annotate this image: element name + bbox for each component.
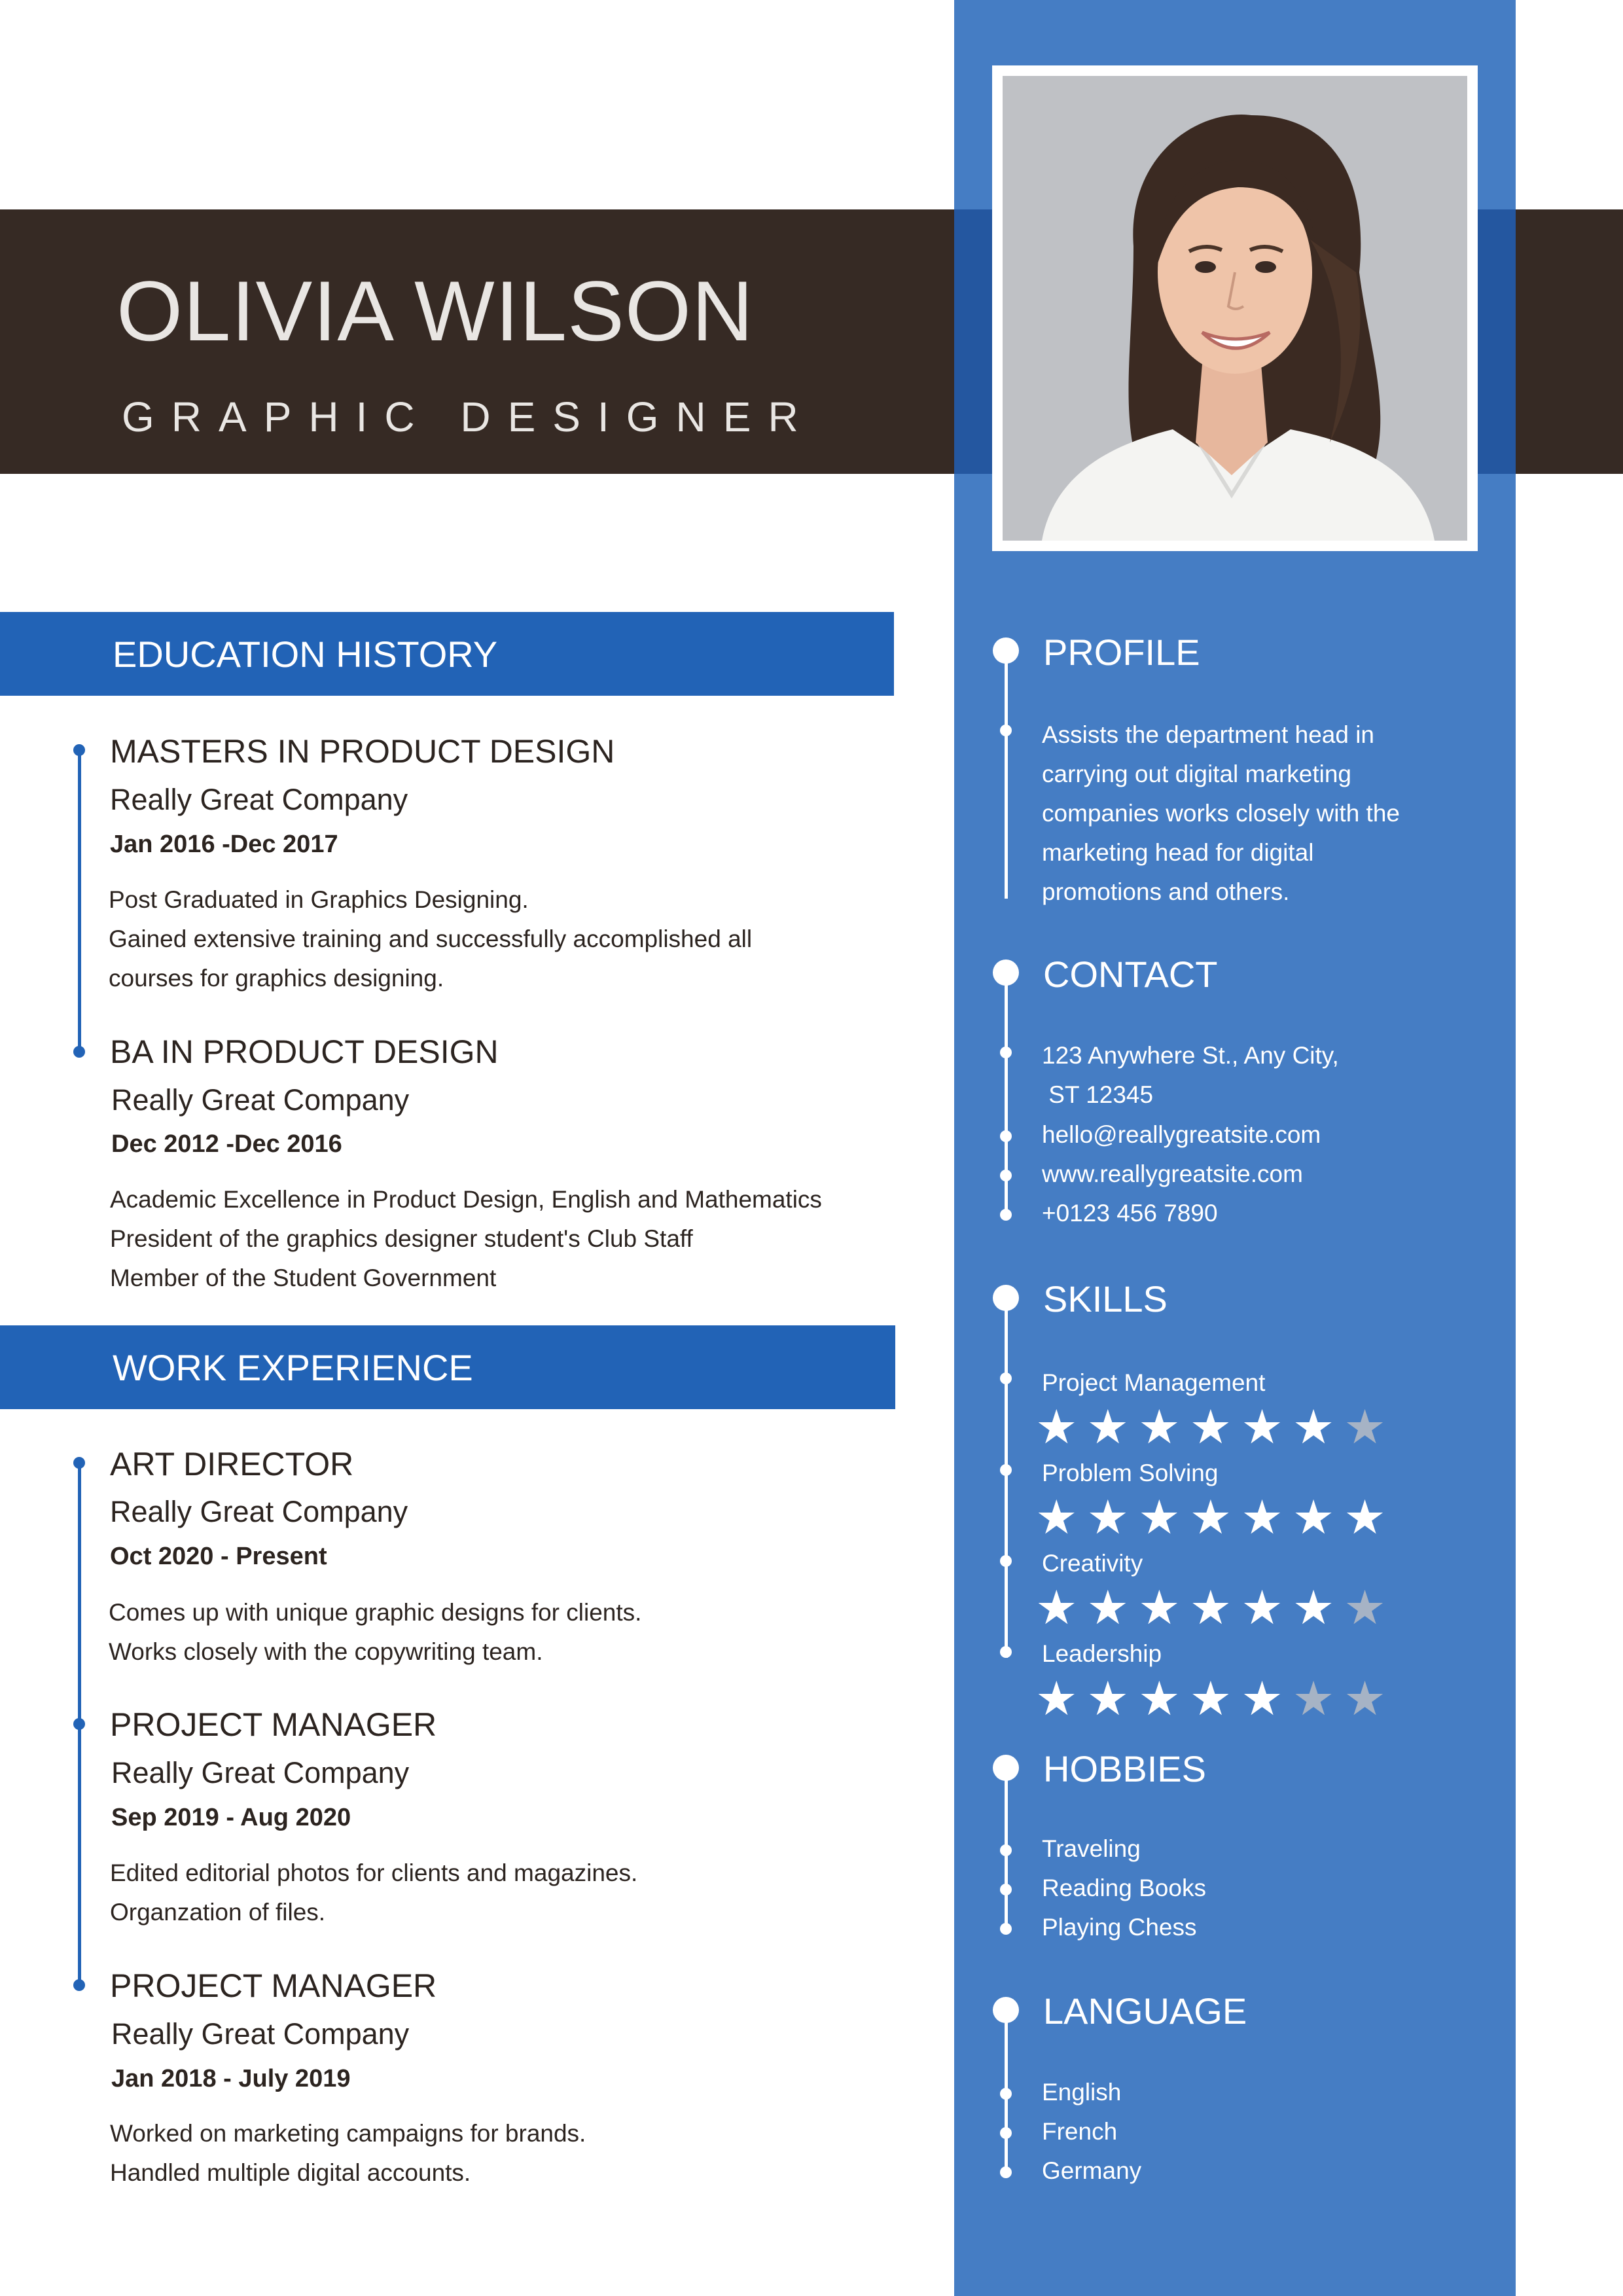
star-filled-icon: ★ bbox=[1035, 1401, 1087, 1454]
education-dates: Jan 2016 -Dec 2017 bbox=[110, 831, 338, 858]
candidate-title: GRAPHIC DESIGNER bbox=[122, 393, 815, 440]
work-heading: WORK EXPERIENCE bbox=[113, 1347, 473, 1388]
star-filled-icon: ★ bbox=[1189, 1492, 1241, 1544]
work-description-line: Comes up with unique graphic designs for clients. bbox=[109, 1599, 642, 1626]
language-item: English bbox=[1042, 2079, 1122, 2106]
star-filled-icon: ★ bbox=[1292, 1492, 1344, 1544]
language-item: French bbox=[1042, 2118, 1118, 2145]
language-bullet bbox=[1000, 2088, 1012, 2100]
education-section-header bbox=[0, 612, 894, 696]
skill-rating bbox=[1035, 1492, 1395, 1544]
work-dates: Oct 2020 - Present bbox=[110, 1543, 327, 1570]
contact-heading: CONTACT bbox=[1043, 954, 1218, 995]
profile-line: Assists the department head in bbox=[1042, 721, 1375, 748]
star-filled-icon: ★ bbox=[1241, 1582, 1293, 1634]
contact-website[interactable]: www.reallygreatsite.com bbox=[1042, 1160, 1303, 1187]
website-bullet bbox=[1000, 1170, 1012, 1181]
star-filled-icon: ★ bbox=[1189, 1673, 1241, 1725]
skill-rating bbox=[1035, 1582, 1395, 1634]
profile-timeline-line bbox=[1005, 661, 1008, 899]
contact-phone: +0123 456 7890 bbox=[1042, 1200, 1218, 1227]
star-empty-icon: ★ bbox=[1344, 1582, 1395, 1634]
star-filled-icon: ★ bbox=[1189, 1582, 1241, 1634]
profile-heading: PROFILE bbox=[1043, 632, 1200, 673]
phone-bullet bbox=[1000, 1209, 1012, 1221]
work-description-line: Works closely with the copywriting team. bbox=[109, 1638, 543, 1665]
work-company: Really Great Company bbox=[111, 1756, 410, 1789]
work-description-line: Organzation of files. bbox=[110, 1899, 326, 1926]
address-bullet bbox=[1000, 1047, 1012, 1058]
work-description bbox=[110, 2114, 586, 2193]
work-role: PROJECT MANAGER bbox=[110, 1967, 437, 2004]
contact-email[interactable]: hello@reallygreatsite.com bbox=[1042, 1121, 1321, 1148]
education-degree: BA IN PRODUCT DESIGN bbox=[110, 1033, 499, 1070]
profile-photo bbox=[1003, 76, 1467, 541]
skill-bullet bbox=[1000, 1555, 1012, 1567]
profile-description bbox=[1042, 715, 1400, 912]
education-description-line: Post Graduated in Graphics Designing. bbox=[109, 886, 529, 913]
skill-bullet bbox=[1000, 1646, 1012, 1658]
star-filled-icon: ★ bbox=[1086, 1492, 1139, 1544]
hobby-bullet bbox=[1000, 1884, 1012, 1895]
skills-timeline-line bbox=[1005, 1308, 1008, 1658]
star-empty-icon: ★ bbox=[1344, 1673, 1395, 1725]
education-timeline-dot bbox=[73, 1046, 85, 1058]
contact-address-line2: ST 12345 bbox=[1042, 1081, 1154, 1108]
skill-name: Problem Solving bbox=[1042, 1460, 1219, 1486]
star-filled-icon: ★ bbox=[1189, 1401, 1241, 1454]
education-description bbox=[109, 880, 752, 998]
star-empty-icon: ★ bbox=[1344, 1401, 1395, 1454]
profile-line: companies works closely with the bbox=[1042, 800, 1400, 827]
work-section-header bbox=[0, 1325, 895, 1409]
work-timeline-dot bbox=[73, 1718, 85, 1730]
work-description-line: Worked on marketing campaigns for brands. bbox=[110, 2120, 586, 2147]
star-filled-icon: ★ bbox=[1138, 1401, 1190, 1454]
skills-heading: SKILLS bbox=[1043, 1278, 1168, 1319]
language-bullet bbox=[1000, 2127, 1012, 2139]
hobbies-heading: HOBBIES bbox=[1043, 1748, 1206, 1789]
star-filled-icon: ★ bbox=[1086, 1401, 1139, 1454]
education-timeline-line bbox=[78, 749, 81, 1052]
skills-section-dot bbox=[993, 1285, 1019, 1311]
education-timeline-dot bbox=[73, 744, 85, 756]
education-company: Really Great Company bbox=[111, 1083, 410, 1117]
skill-bullet bbox=[1000, 1372, 1012, 1384]
work-description bbox=[109, 1593, 641, 1672]
education-description-line: Academic Excellence in Product Design, English and Mathematics bbox=[110, 1186, 822, 1213]
work-description bbox=[110, 1854, 637, 1932]
profile-section-dot bbox=[993, 637, 1019, 664]
star-filled-icon: ★ bbox=[1138, 1492, 1190, 1544]
education-dates: Dec 2012 -Dec 2016 bbox=[111, 1130, 342, 1158]
star-filled-icon: ★ bbox=[1241, 1492, 1293, 1544]
star-filled-icon: ★ bbox=[1292, 1401, 1344, 1454]
education-description-line: Gained extensive training and successfully accomplished all bbox=[109, 925, 753, 952]
portrait-illustration bbox=[1003, 76, 1467, 541]
star-filled-icon: ★ bbox=[1241, 1673, 1293, 1725]
skill-rating bbox=[1035, 1401, 1395, 1454]
work-dates: Jan 2018 - July 2019 bbox=[111, 2065, 351, 2092]
star-filled-icon: ★ bbox=[1035, 1673, 1087, 1725]
skill-bullet bbox=[1000, 1464, 1012, 1476]
work-role: ART DIRECTOR bbox=[110, 1446, 354, 1482]
skill-name: Leadership bbox=[1042, 1640, 1162, 1667]
education-description-line: courses for graphics designing. bbox=[109, 965, 444, 992]
profile-line: marketing head for digital bbox=[1042, 839, 1314, 866]
hobby-bullet bbox=[1000, 1844, 1012, 1856]
education-description-line: President of the graphics designer student's Club Staff bbox=[110, 1225, 693, 1252]
star-filled-icon: ★ bbox=[1035, 1492, 1087, 1544]
skill-rating bbox=[1035, 1673, 1395, 1725]
candidate-name: OLIVIA WILSON bbox=[116, 263, 754, 359]
profile-line: promotions and others. bbox=[1042, 878, 1290, 905]
work-timeline-dot bbox=[73, 1979, 85, 1991]
education-degree: MASTERS IN PRODUCT DESIGN bbox=[110, 733, 615, 770]
work-role: PROJECT MANAGER bbox=[110, 1706, 437, 1743]
work-description-line: Edited editorial photos for clients and magazines. bbox=[110, 1859, 638, 1886]
profile-line: carrying out digital marketing bbox=[1042, 761, 1351, 787]
hobby-item: Traveling bbox=[1042, 1835, 1141, 1862]
star-empty-icon: ★ bbox=[1292, 1673, 1344, 1725]
work-dates: Sep 2019 - Aug 2020 bbox=[111, 1804, 351, 1831]
profile-timeline-dot bbox=[1000, 725, 1012, 736]
work-company: Really Great Company bbox=[111, 2017, 410, 2051]
education-description-line: Member of the Student Government bbox=[110, 1265, 497, 1291]
star-filled-icon: ★ bbox=[1086, 1582, 1139, 1634]
star-filled-icon: ★ bbox=[1344, 1492, 1395, 1544]
hobby-bullet bbox=[1000, 1923, 1012, 1935]
work-company: Really Great Company bbox=[110, 1495, 408, 1528]
skill-name: Project Management bbox=[1042, 1369, 1266, 1396]
skill-name: Creativity bbox=[1042, 1550, 1143, 1577]
star-filled-icon: ★ bbox=[1241, 1401, 1293, 1454]
contact-address-line1: 123 Anywhere St., Any City, bbox=[1042, 1042, 1339, 1069]
star-filled-icon: ★ bbox=[1138, 1673, 1190, 1725]
star-filled-icon: ★ bbox=[1035, 1582, 1087, 1634]
email-bullet bbox=[1000, 1130, 1012, 1142]
education-description bbox=[110, 1180, 822, 1298]
education-company: Really Great Company bbox=[110, 783, 408, 816]
work-timeline-dot bbox=[73, 1457, 85, 1469]
star-filled-icon: ★ bbox=[1292, 1582, 1344, 1634]
education-heading: EDUCATION HISTORY bbox=[113, 634, 498, 675]
work-description-line: Handled multiple digital accounts. bbox=[110, 2159, 471, 2186]
star-filled-icon: ★ bbox=[1138, 1582, 1190, 1634]
hobby-item: Playing Chess bbox=[1042, 1914, 1197, 1941]
language-heading: LANGUAGE bbox=[1043, 1990, 1247, 2032]
language-bullet bbox=[1000, 2166, 1012, 2178]
hobby-item: Reading Books bbox=[1042, 1874, 1206, 1901]
language-item: Germany bbox=[1042, 2157, 1142, 2184]
star-filled-icon: ★ bbox=[1086, 1673, 1139, 1725]
